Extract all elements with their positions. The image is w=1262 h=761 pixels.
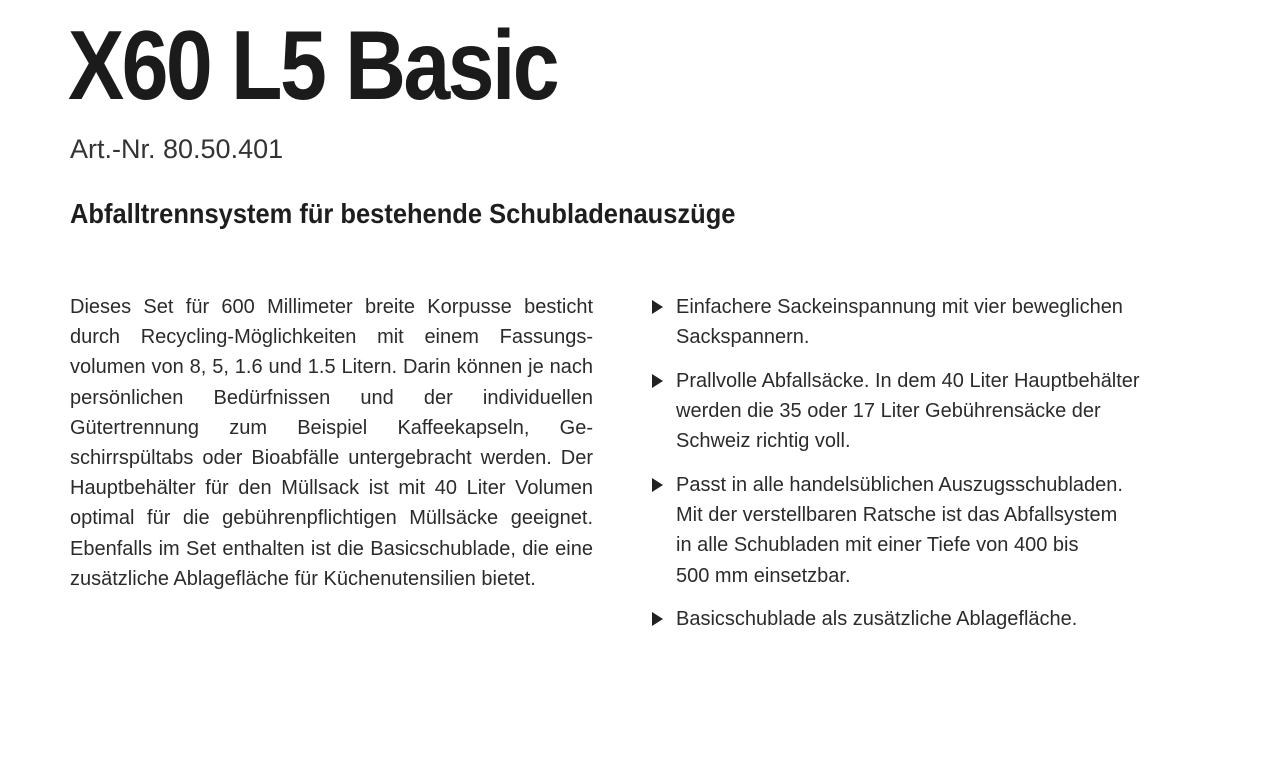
triangle-right-icon [652,300,663,314]
feature-item [652,366,1212,457]
product-description: Dieses Set für 600 Millimeter breite Korpusse besticht durch Recycling-Möglichkeiten mit einem Fassungsvolumen von 8, 5, 1.6 und 1.5 Litern. Darin können je nach persönlichen Bedürfnissen und der individuellen Gütertrennung zum Beispiel Kaffeekapseln, Geschirrspültabs oder Bioabfälle untergebracht werden. Der Hauptbehälter für den Müllsack ist mit 40 Liter Volumen optimal für die gebührenpflichtigen Müllsäcke geeignet. Ebenfalls im Set enthalten ist die Basicschublade, die eine zusätzliche Ablagefläche für Küchenutensilien bietet. [70,296,593,590]
feature-text: Einfachere Sackeinspannung mit vier beweglichen Sackspannern. [676,296,1123,349]
product-subtitle: Abfalltrennsystem für bestehende Schubladenauszüge [70,198,736,229]
feature-text: Passt in alle handelsüblichen Auszugsschubladen. Mit der verstellbaren Ratsche ist das Abfallsystem in alle Schubladen mit einer Tiefe von 400 bis 500 mm einsetzbar. [676,474,1123,587]
feature-list [652,292,1212,648]
triangle-right-icon [652,478,663,492]
triangle-right-icon [652,374,663,388]
triangle-right-icon [652,612,663,626]
product-title: X60 L5 Basic [68,10,558,120]
feature-item [652,292,1212,352]
feature-item [652,604,1212,634]
article-number: Art.-Nr. 80.50.401 [70,134,284,164]
feature-item [652,470,1212,591]
feature-text: Basicschublade als zusätzliche Ablagefläche. [676,608,1078,631]
feature-text: Prallvolle Abfallsäcke. In dem 40 Liter Hauptbehälter werden die 35 oder 17 Liter Gebührensäcke der Schweiz richtig voll. [676,369,1140,453]
